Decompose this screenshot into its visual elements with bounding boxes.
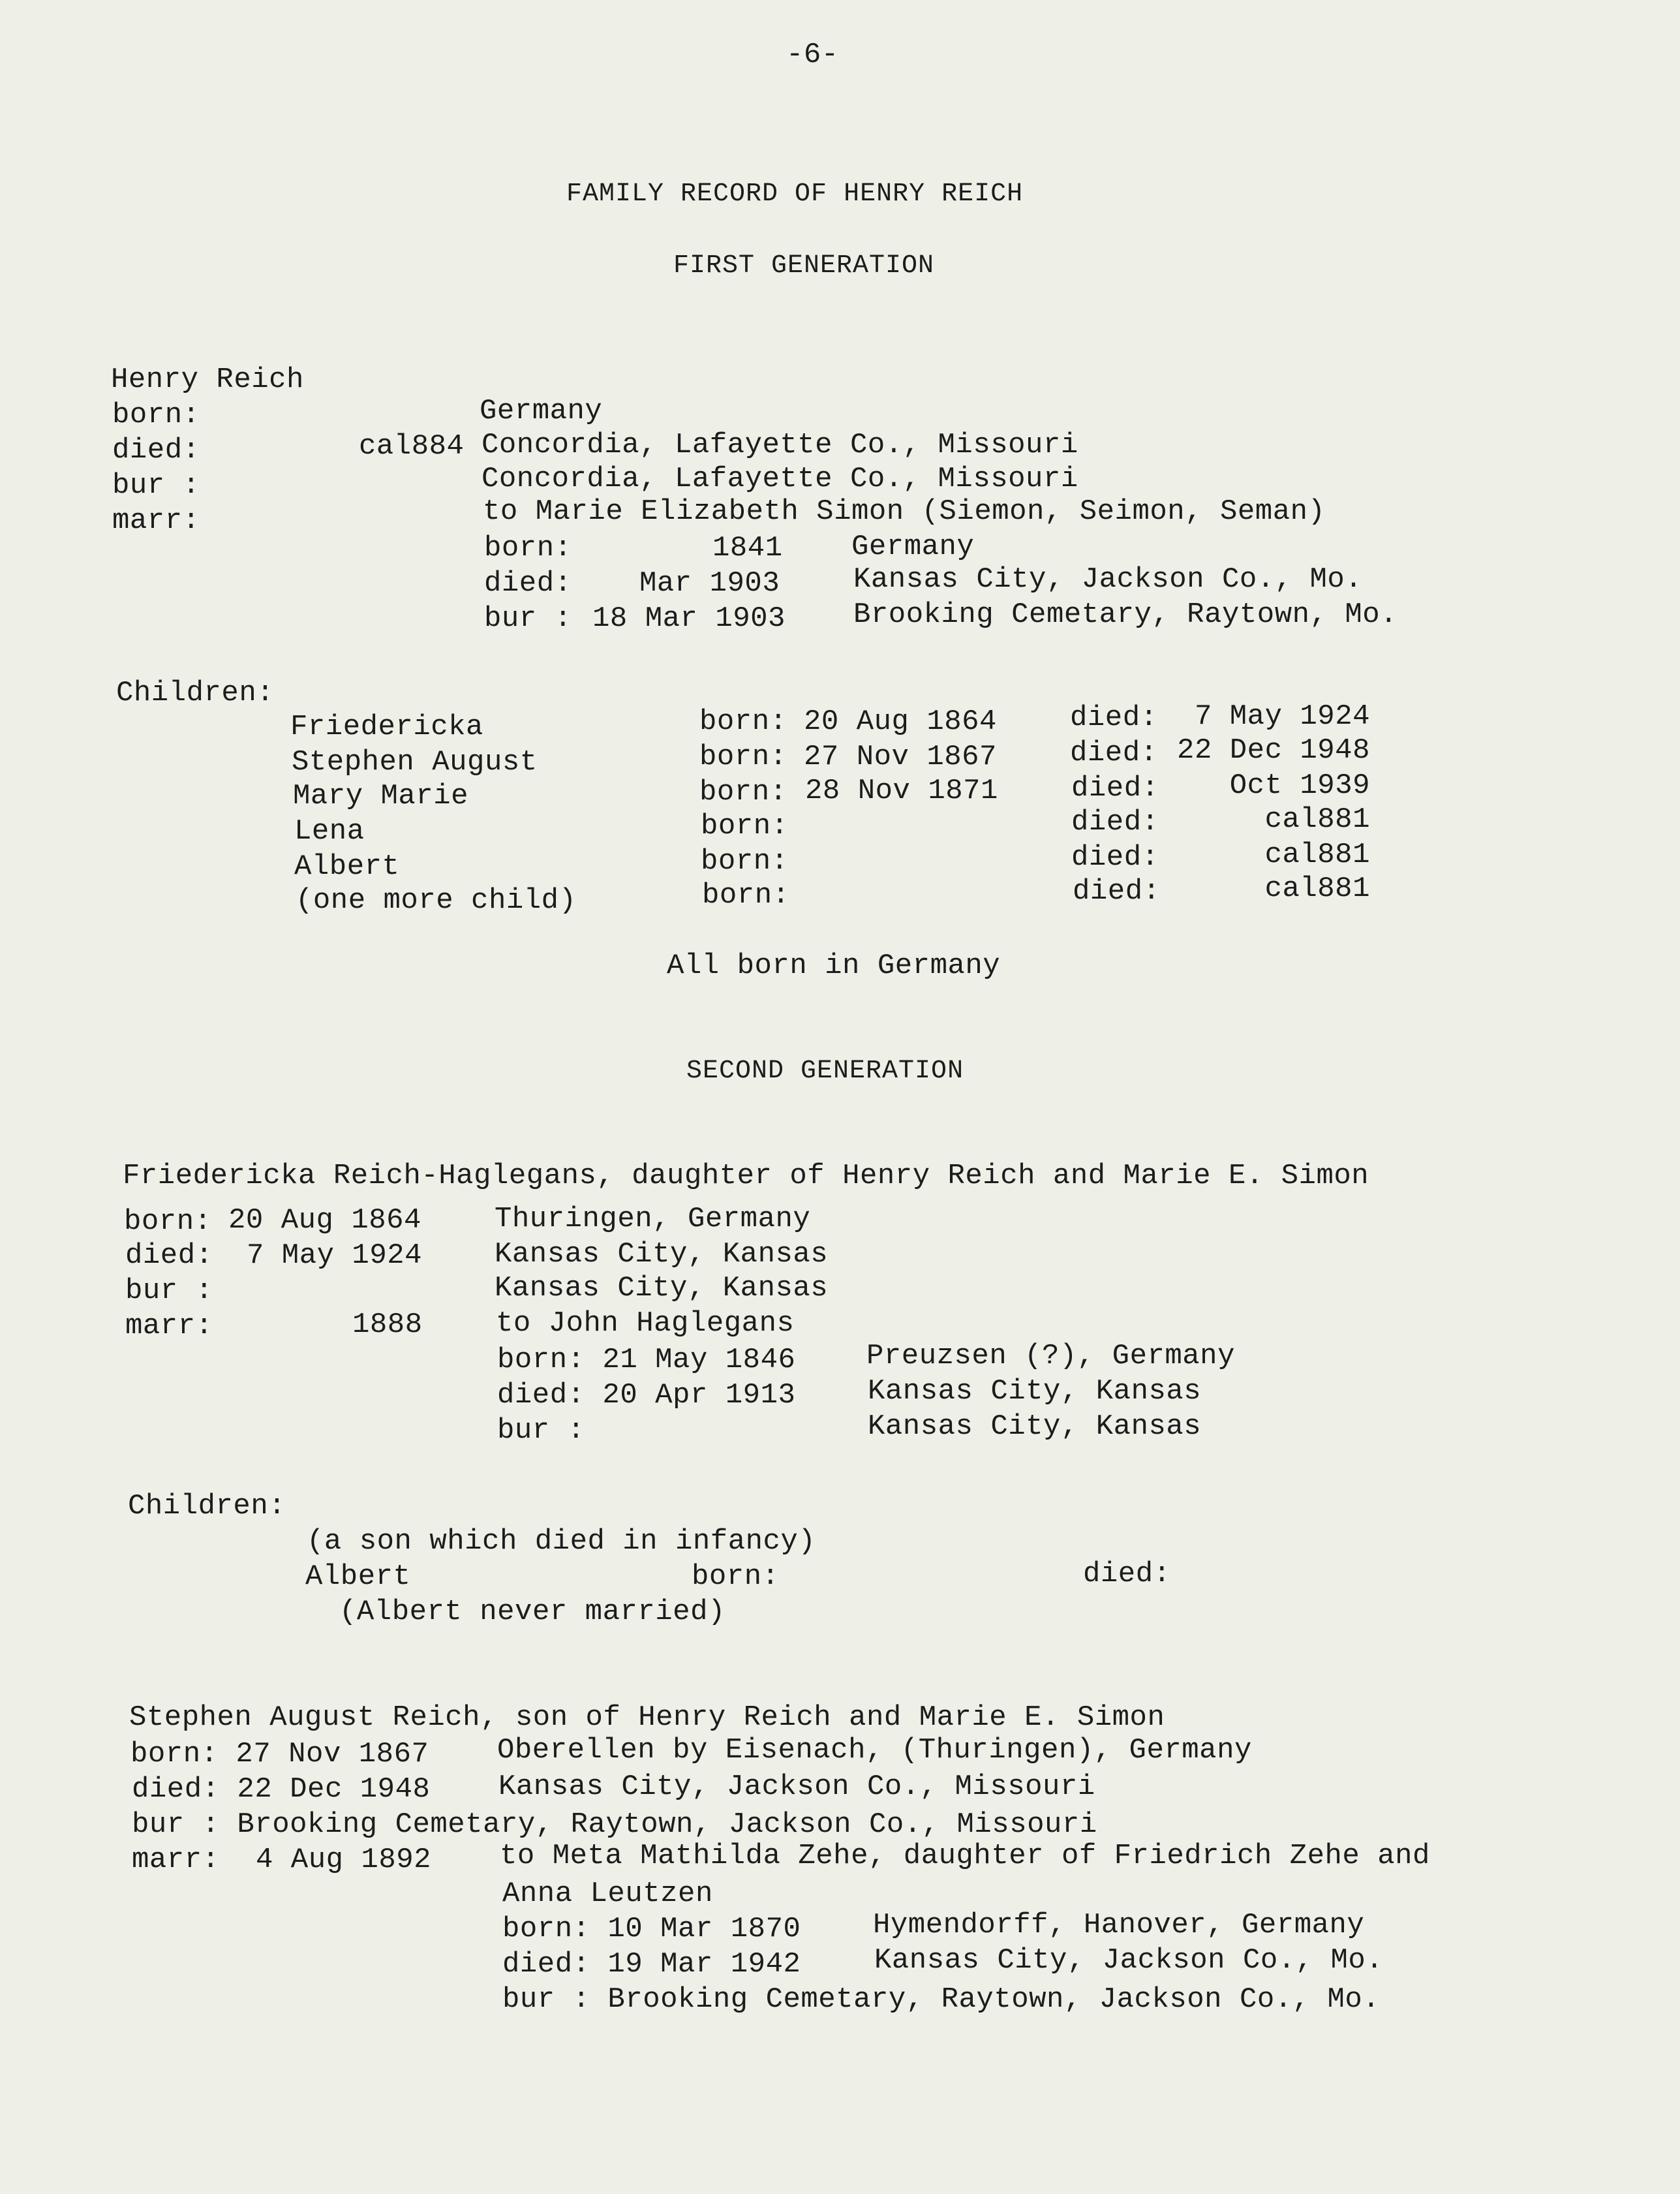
child-born-label: born: xyxy=(701,810,789,842)
spouse-born: born: 21 May 1846 xyxy=(497,1344,796,1376)
child-born-label: born: xyxy=(692,1560,780,1593)
spouse-died: died: 20 Apr 1913 xyxy=(497,1379,796,1412)
marr-date: 1888 xyxy=(352,1308,423,1341)
birthplace-note: All born in Germany xyxy=(667,950,1001,982)
spouse-born-label: born: xyxy=(484,532,572,564)
child-name: Lena xyxy=(294,815,365,848)
died-place: Concordia, Lafayette Co., Missouri xyxy=(481,429,1078,461)
spouse-died-date: Mar 1903 xyxy=(639,567,780,600)
child-born-date: 28 Nov 1871 xyxy=(805,775,998,807)
died-date: cal884 xyxy=(359,430,465,463)
marr-label: marr: xyxy=(125,1310,213,1342)
child-name: Albert xyxy=(305,1560,411,1593)
spouse-born-date: 1841 xyxy=(712,532,783,564)
spouse-bur: bur : xyxy=(497,1414,585,1447)
child-born-label: born: xyxy=(699,741,787,773)
child-infant-note: (a son which died in infancy) xyxy=(307,1525,816,1558)
died-place: Kansas City, Kansas xyxy=(495,1238,829,1271)
child-died-label: died: xyxy=(1073,875,1161,908)
bur-label: bur : xyxy=(112,469,200,502)
spouse-born-place: Preuzsen (?), Germany xyxy=(866,1340,1235,1372)
first-generation-heading: FIRST GENERATION xyxy=(673,251,935,281)
spouse-died-place: Kansas City, Jackson Co., Mo. xyxy=(853,563,1363,596)
marr-label: marr: xyxy=(132,1844,220,1876)
child-died-label: died: xyxy=(1071,841,1159,874)
born-label: born: xyxy=(112,399,200,431)
page-title: FAMILY RECORD OF HENRY REICH xyxy=(566,179,1024,209)
spouse-born-place: Hymendorff, Hanover, Germany xyxy=(873,1909,1365,1941)
child-died-date: cal881 xyxy=(1264,839,1370,871)
children-label: Children: xyxy=(116,677,275,709)
child-born-label: born: xyxy=(699,705,787,738)
child-born-label: born: xyxy=(699,776,787,809)
child-born-date: 20 Aug 1864 xyxy=(804,705,997,738)
died-date: 7 May 1924 xyxy=(247,1239,423,1272)
spouse-died-place: Kansas City, Jackson Co., Mo. xyxy=(874,1944,1384,1977)
child-died-date: 22 Dec 1948 xyxy=(1177,734,1370,767)
spouse-bur-label: bur : xyxy=(484,602,572,635)
bur-label: bur : xyxy=(125,1275,213,1307)
second-generation-heading: SECOND GENERATION xyxy=(686,1057,964,1086)
died: died: 22 Dec 1948 xyxy=(132,1773,431,1806)
child-name: Stephen August xyxy=(292,746,538,779)
marr-to: to John Haglegans xyxy=(496,1307,795,1340)
burial: bur : Brooking Cemetary, Raytown, Jackson Co., Missouri xyxy=(132,1808,1097,1841)
bur-place: Kansas City, Kansas xyxy=(495,1272,829,1305)
spouse-died: died: 19 Mar 1942 xyxy=(502,1948,801,1981)
spouse-born: born: 10 Mar 1870 xyxy=(502,1913,801,1945)
spouse-bur-date: 18 Mar 1903 xyxy=(592,602,786,635)
marr-to-continued: Anna Leutzen xyxy=(502,1877,713,1910)
child-died-date: 7 May 1924 xyxy=(1194,700,1370,733)
child-died-date: cal881 xyxy=(1264,873,1370,905)
bur-place: Concordia, Lafayette Co., Missouri xyxy=(481,463,1078,495)
child-name: Albert xyxy=(294,850,400,883)
child-died-label: died: xyxy=(1070,737,1158,769)
child-died-date: Oct 1939 xyxy=(1229,769,1370,802)
born-label: born: xyxy=(124,1205,212,1238)
child-name: Friedericka xyxy=(290,711,483,743)
child-born-label: born: xyxy=(702,879,790,912)
spouse-burial: bur : Brooking Cemetary, Raytown, Jackson Co., Mo. xyxy=(502,1983,1381,2016)
marr-label: marr: xyxy=(112,504,200,537)
spouse-bur-place: Brooking Cemetary, Raytown, Mo. xyxy=(853,598,1398,631)
spouse-born-place: Germany xyxy=(851,531,975,563)
child-marriage-note: (Albert never married) xyxy=(339,1596,725,1628)
marr-date: 4 Aug 1892 xyxy=(256,1844,432,1876)
child-born-label: born: xyxy=(701,845,789,878)
child-born-date: 27 Nov 1867 xyxy=(804,741,997,773)
record-header: Friedericka Reich-Haglegans, daughter of Henry Reich and Marie E. Simon xyxy=(123,1160,1369,1192)
child-name: Mary Marie xyxy=(293,780,469,812)
born-place: Germany xyxy=(480,395,603,427)
child-died-label: died: xyxy=(1071,806,1159,839)
marr-to: to Meta Mathilda Zehe, daughter of Friedrich Zehe and xyxy=(500,1840,1430,1872)
person-name: Henry Reich xyxy=(111,363,304,396)
children-label: Children: xyxy=(128,1490,286,1522)
spouse-died-place: Kansas City, Kansas xyxy=(868,1375,1202,1408)
born-place: Oberellen by Eisenach, (Thuringen), Germany xyxy=(497,1734,1252,1767)
died-place: Kansas City, Jackson Co., Missouri xyxy=(498,1770,1095,1803)
spouse-bur-place: Kansas City, Kansas xyxy=(868,1410,1202,1443)
child-name: (one more child) xyxy=(296,884,577,917)
child-died-label: died: xyxy=(1071,772,1159,805)
child-died-date: cal881 xyxy=(1264,803,1370,836)
child-died-label: died: xyxy=(1070,702,1158,734)
born-date: 20 Aug 1864 xyxy=(228,1204,421,1237)
died-label: died: xyxy=(112,434,200,467)
spouse-died-label: died: xyxy=(484,567,572,600)
marr-to: to Marie Elizabeth Simon (Siemon, Seimon, Seman) xyxy=(483,495,1326,528)
died-label: died: xyxy=(125,1239,213,1272)
born: born: 27 Nov 1867 xyxy=(130,1738,429,1770)
page-number: -6- xyxy=(786,39,839,71)
record-header: Stephen August Reich, son of Henry Reich and Marie E. Simon xyxy=(129,1701,1165,1734)
child-died-label: died: xyxy=(1083,1558,1171,1590)
born-place: Thuringen, Germany xyxy=(495,1203,811,1235)
